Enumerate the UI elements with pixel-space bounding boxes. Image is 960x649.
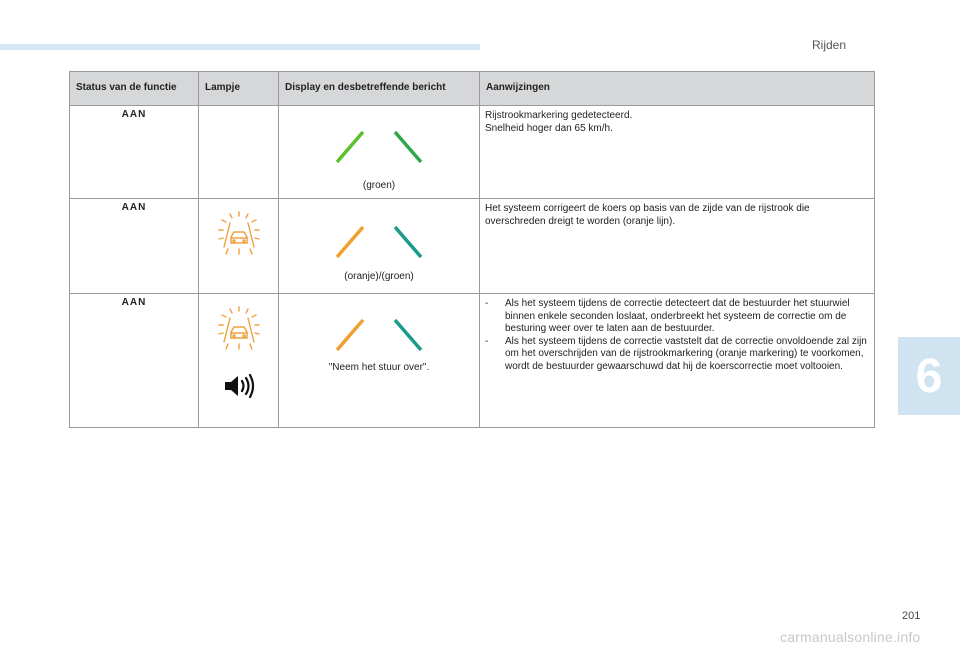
column-header-lamp: Lampje [199, 72, 279, 106]
note-line: Rijstrookmarkering gedetecteerd. [485, 110, 633, 121]
display-cell [279, 199, 480, 294]
section-title: Rijden [812, 38, 847, 52]
lamp-cell [199, 199, 279, 294]
note-line: Het systeem corrigeert de koers op basis van de zijde van de rijstrook die overschreden dreigt te worden (oranje lijn). [485, 203, 810, 227]
table-row [70, 106, 875, 199]
lamp-cell [199, 294, 279, 428]
status-cell: AAN [70, 294, 199, 428]
lane-keeping-lamp-icon [218, 306, 260, 350]
display-cell [279, 106, 480, 199]
page-number: 201 [902, 610, 921, 622]
table-row [70, 294, 875, 428]
status-cell: AAN [70, 106, 199, 199]
display-caption: (groen) [362, 180, 396, 191]
lane-markings-display-icon [329, 225, 429, 259]
list-item-text: Als het systeem tijdens de correctie vaststelt dat de correctie onvoldoende zal zijn om het overschrijden van de rijstrookmarkering (oranje markering) te voorkomen, wordt de bestuurder gewaarschuwd dat hij de koerscorrectie moet voltooien. [505, 335, 867, 372]
notes-cell [480, 199, 875, 294]
column-header-status: Status van de functie [70, 72, 199, 106]
notes-cell [480, 294, 875, 428]
column-header-notes: Aanwijzingen [480, 72, 875, 106]
list-dash: - [485, 298, 489, 309]
notes-cell [480, 106, 875, 199]
right-lane-line [395, 132, 421, 162]
display-caption: (oranje)/(groen) [344, 271, 414, 282]
header-accent-bar [0, 44, 480, 50]
list-item [485, 336, 869, 374]
table-row [70, 199, 875, 294]
chapter-tab: 6 [898, 337, 960, 415]
right-lane-line [395, 320, 421, 350]
right-lane-line [395, 227, 421, 257]
lane-markings-display-icon [329, 130, 429, 164]
lamp-cell [199, 106, 279, 199]
lane-keeping-lamp-icon [218, 211, 260, 255]
status-cell: AAN [70, 199, 199, 294]
note-line: Snelheid hoger dan 65 km/h. [485, 122, 613, 134]
left-lane-line [337, 320, 363, 350]
left-lane-line [337, 227, 363, 257]
list-dash: - [485, 335, 489, 347]
list-item [485, 298, 869, 336]
table-header-row [70, 72, 875, 106]
column-header-display: Display en desbetreffende bericht [279, 72, 480, 106]
lane-markings-display-icon [329, 318, 429, 352]
display-cell [279, 294, 480, 428]
audible-signal-icon [223, 372, 255, 400]
lane-keeping-status-table [69, 71, 875, 428]
list-item-text: Als het systeem tijdens de correctie detecteert dat de bestuurder het stuurwiel binnen enkele seconden loslaat, onderbreekt het systeem de correctie om de besturing weer over te laten aan de bestuurder. [505, 298, 850, 334]
left-lane-line [337, 132, 363, 162]
notes-list [485, 298, 869, 373]
watermark: carmanualsonline.info [780, 629, 921, 645]
display-caption: "Neem het stuur over". [328, 362, 430, 373]
